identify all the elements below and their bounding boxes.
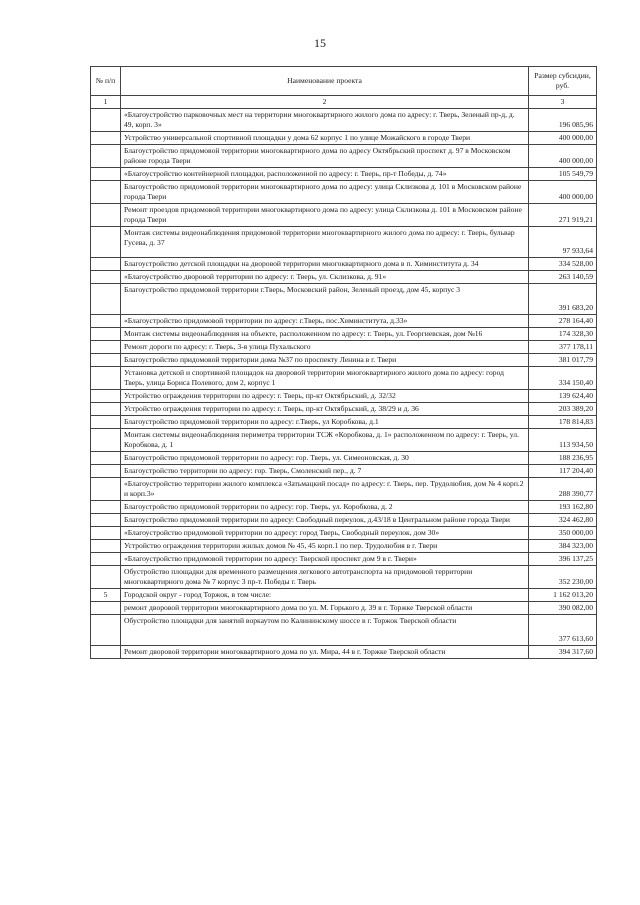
table-row xyxy=(91,315,597,328)
subsidy-amount: 196 085,96 xyxy=(529,109,597,132)
table-row xyxy=(91,602,597,615)
project-name: «Благоустройство дворовой территории по адресу: г. Тверь, ул. Склизкова, д. 91» xyxy=(121,271,529,284)
project-name: Обустройство площадки для временного размещения легкового автотранспорта на придомовой территории многоквартирного дома № 7 корпус 3 пр-т. Победы г. Тверь xyxy=(121,566,529,589)
project-name: Монтаж системы видеонаблюдения придомовой территории многоквартирного жилого дома по адресу: г. Тверь, бульвар Гусева, д. 37 xyxy=(121,227,529,258)
row-number xyxy=(91,168,121,181)
project-name: «Благоустройство придомовой территории по адресу: г.Тверь, пос.Химинститута, д.33» xyxy=(121,315,529,328)
project-name: Благоустройство придомовой территории по адресу: Свободный переулок, д.43/18 в Центральном районе города Твери xyxy=(121,514,529,527)
row-number xyxy=(91,429,121,452)
row-number xyxy=(91,284,121,315)
row-number xyxy=(91,354,121,367)
row-number xyxy=(91,514,121,527)
table-row xyxy=(91,132,597,145)
row-number xyxy=(91,328,121,341)
column-index-cell: 3 xyxy=(529,96,597,109)
project-name: Устройство универсальной спортивной площадки у дома 62 корпус 1 по улице Можайского в городе Твери xyxy=(121,132,529,145)
subsidy-amount: 396 137,25 xyxy=(529,553,597,566)
subsidy-amount: 394 317,60 xyxy=(529,646,597,659)
table-row xyxy=(91,109,597,132)
table-row xyxy=(91,615,597,646)
subsidy-amount: 350 000,00 xyxy=(529,527,597,540)
subsidy-amount: 377 178,11 xyxy=(529,341,597,354)
table-row xyxy=(91,354,597,367)
header-number: № п/п xyxy=(91,67,121,96)
row-number xyxy=(91,615,121,646)
subsidy-amount: 139 624,40 xyxy=(529,390,597,403)
row-number xyxy=(91,109,121,132)
project-name: Благоустройство детской площадки на дворовой территории многоквартирного дома в п. Химинститута д. 34 xyxy=(121,258,529,271)
subsidy-amount: 188 236,95 xyxy=(529,452,597,465)
header-subsidy-amount: Размер субсидии, руб. xyxy=(529,67,597,96)
subsidy-amount: 384 323,00 xyxy=(529,540,597,553)
row-number xyxy=(91,403,121,416)
project-name: Ремонт дороги по адресу: г. Тверь, 3-я улица Пухальского xyxy=(121,341,529,354)
subsidy-amount: 117 204,40 xyxy=(529,465,597,478)
row-number xyxy=(91,416,121,429)
project-name: Благоустройство придомовой территории многоквартирного дома по адресу: улица Склизкова д. 101 в Московском районе города Твери xyxy=(121,181,529,204)
subsidy-amount: 97 933,64 xyxy=(529,227,597,258)
project-name: «Благоустройство придомовой территории по адресу: Тверской проспект дом 9 в г. Твери» xyxy=(121,553,529,566)
project-name: Благоустройство придомовой территории г.Тверь, Московский район, Зеленый проезд, дом 45, корпус 3 xyxy=(121,284,529,315)
table-row xyxy=(91,478,597,501)
row-number xyxy=(91,452,121,465)
project-name: «Благоустройство придомовой территории по адресу: город Тверь, Свободный переулок, дом 30» xyxy=(121,527,529,540)
table-row xyxy=(91,168,597,181)
subsidy-amount: 288 390,77 xyxy=(529,478,597,501)
column-index-row xyxy=(91,96,597,109)
table-row xyxy=(91,403,597,416)
row-number xyxy=(91,367,121,390)
row-number xyxy=(91,390,121,403)
subsidy-amount: 203 389,20 xyxy=(529,403,597,416)
project-name: Устройство ограждения территории жилых домов № 45, 45 корп.1 по пер. Трудолюбия в г. Твери xyxy=(121,540,529,553)
table-row xyxy=(91,566,597,589)
table-row xyxy=(91,452,597,465)
table-row xyxy=(91,284,597,315)
table-row xyxy=(91,390,597,403)
table-row xyxy=(91,540,597,553)
project-name: Ремонт дворовой территории многоквартирного дома по ул. Мира, 44 в г. Торжке Тверской области xyxy=(121,646,529,659)
subsidy-amount: 400 000,00 xyxy=(529,145,597,168)
table-row xyxy=(91,416,597,429)
page-number: 15 xyxy=(314,36,326,50)
table-row xyxy=(91,589,597,602)
project-name: Благоустройство территории по адресу: гор. Тверь, Смоленский пер., д. 7 xyxy=(121,465,529,478)
subsidy-amount: 113 934,50 xyxy=(529,429,597,452)
subsidy-amount: 105 549,79 xyxy=(529,168,597,181)
subsidy-amount: 271 919,21 xyxy=(529,204,597,227)
table-row xyxy=(91,181,597,204)
project-name: Монтаж системы видеонаблюдения периметра территории ТСЖ «Коробкова, д. 1» расположенном по адресу: г. Тверь, ул. Коробкова, д. 1 xyxy=(121,429,529,452)
project-name: «Благоустройство контейнерной площадки, расположенной по адресу: г. Тверь, пр-т Победы, д. 74» xyxy=(121,168,529,181)
row-number xyxy=(91,315,121,328)
subsidy-amount: 334 150,40 xyxy=(529,367,597,390)
subsidy-amount: 381 017,79 xyxy=(529,354,597,367)
table-header-row xyxy=(91,67,597,96)
project-name: Благоустройство придомовой территории многоквартирного дома по адресу Октябрьский проспект д. 97 в Московском районе города Твери xyxy=(121,145,529,168)
column-index-cell: 1 xyxy=(91,96,121,109)
subsidy-amount: 278 164,40 xyxy=(529,315,597,328)
row-number xyxy=(91,258,121,271)
subsidy-amount: 174 328,30 xyxy=(529,328,597,341)
row-number xyxy=(91,227,121,258)
row-number xyxy=(91,501,121,514)
row-number xyxy=(91,181,121,204)
project-name: Устройство ограждения территории по адресу: г. Тверь, пр-кт Октябрьский, д. 32/32 xyxy=(121,390,529,403)
subsidy-amount: 390 082,00 xyxy=(529,602,597,615)
project-name: Благоустройство придомовой территории по адресу: гор. Тверь, ул. Симеоновская, д. 30 xyxy=(121,452,529,465)
row-number xyxy=(91,341,121,354)
table-row xyxy=(91,501,597,514)
table-row xyxy=(91,646,597,659)
header-project-name: Наименование проекта xyxy=(121,67,529,96)
project-name: Ремонт проездов придомовой территории многоквартирного дома по адресу: улица Склизкова д. 101 в Московском районе города Твери xyxy=(121,204,529,227)
subsidy-amount: 391 683,20 xyxy=(529,284,597,315)
project-name: Благоустройство придомовой территории по адресу: г.Тверь, ул Коробкова, д.1 xyxy=(121,416,529,429)
row-number xyxy=(91,478,121,501)
project-name: ремонт дворовой территории многоквартирного дома по ул. М. Горького д. 39 в г. Торжке Тверской области xyxy=(121,602,529,615)
subsidy-table xyxy=(90,66,597,659)
row-number xyxy=(91,566,121,589)
row-number: 5 xyxy=(91,589,121,602)
table-row xyxy=(91,271,597,284)
row-number xyxy=(91,204,121,227)
row-number xyxy=(91,602,121,615)
table-row xyxy=(91,204,597,227)
table-row xyxy=(91,367,597,390)
project-name: Благоустройство придомовой территории по адресу: гор. Тверь, ул. Коробкова, д. 2 xyxy=(121,501,529,514)
table-row xyxy=(91,227,597,258)
table-row xyxy=(91,341,597,354)
subsidy-amount: 178 814,83 xyxy=(529,416,597,429)
project-name: «Благоустройство территории жилого комплекса «Затьмацкий посад» по адресу: г. Тверь, пер. Трудолюбия, дом № 4 корп.2 и корп.3» xyxy=(121,478,529,501)
project-name: Монтаж системы видеонаблюдения на объекте, расположенном по адресу: г. Тверь, ул. Георгиевская, дом №16 xyxy=(121,328,529,341)
subsidy-amount: 352 230,00 xyxy=(529,566,597,589)
row-number xyxy=(91,465,121,478)
project-name: Устройство ограждения территории по адресу: г. Тверь, пр-кт Октябрьский, д. 38/29 и д. 36 xyxy=(121,403,529,416)
column-index-cell: 2 xyxy=(121,96,529,109)
subsidy-amount: 400 000,00 xyxy=(529,181,597,204)
table-row xyxy=(91,514,597,527)
table-row xyxy=(91,258,597,271)
row-number xyxy=(91,540,121,553)
row-number xyxy=(91,527,121,540)
subsidy-amount: 193 162,80 xyxy=(529,501,597,514)
table-row xyxy=(91,429,597,452)
project-name: Городской округ - город Торжок, в том числе: xyxy=(121,589,529,602)
row-number xyxy=(91,646,121,659)
project-name: Благоустройство придомовой территории дома №37 по проспекту Ленина в г. Твери xyxy=(121,354,529,367)
row-number xyxy=(91,132,121,145)
subsidy-amount: 1 162 013,20 xyxy=(529,589,597,602)
table-row xyxy=(91,527,597,540)
table-row xyxy=(91,145,597,168)
project-name: «Благоустройство парковочных мест на территории многоквартирного жилого дома по адресу: г. Тверь, Зеленый пр-д, д. 49, корп. 3» xyxy=(121,109,529,132)
table-row xyxy=(91,328,597,341)
row-number xyxy=(91,145,121,168)
subsidy-amount: 400 000,00 xyxy=(529,132,597,145)
project-name: Установка детской и спортивной площадок на дворовой территории многоквартирного жилого дома по адресу: город Тверь, улица Бориса Полевого, дом 2, корпус 1 xyxy=(121,367,529,390)
subsidy-amount: 334 528,00 xyxy=(529,258,597,271)
subsidy-amount: 377 613,60 xyxy=(529,615,597,646)
subsidy-amount: 324 462,80 xyxy=(529,514,597,527)
table-row xyxy=(91,465,597,478)
subsidy-amount: 263 140,59 xyxy=(529,271,597,284)
row-number xyxy=(91,553,121,566)
row-number xyxy=(91,271,121,284)
project-name: Обустройство площадки для занятий воркаутом по Калининскому шоссе в г. Торжок Тверской области xyxy=(121,615,529,646)
table-row xyxy=(91,553,597,566)
